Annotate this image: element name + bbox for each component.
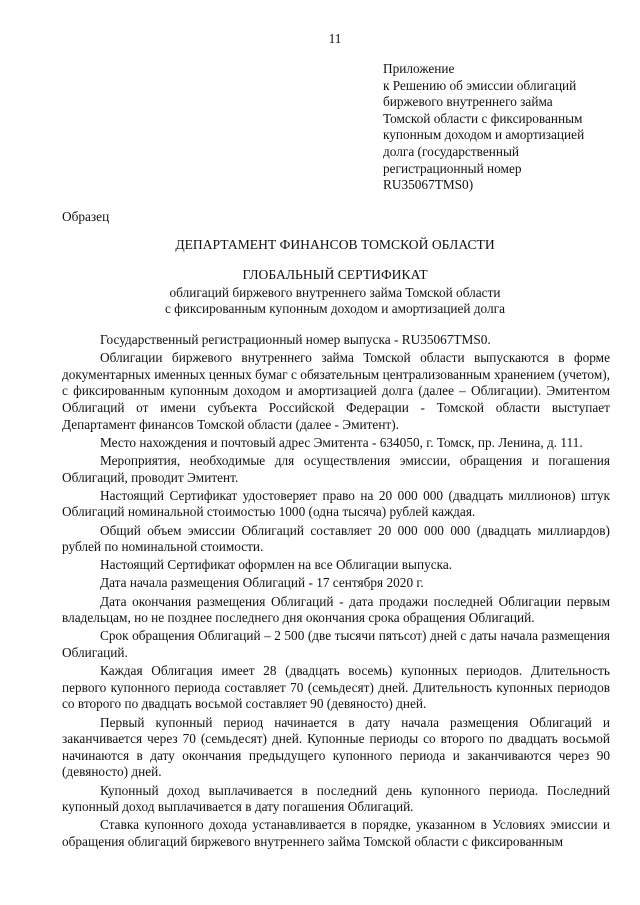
certificate-title-block bbox=[0, 267, 640, 318]
certificate-title: ГЛОБАЛЬНЫЙ СЕРТИФИКАТ bbox=[242, 267, 428, 282]
body-paragraph: Настоящий Сертификат удостоверяет право на 20 000 000 (двадцать миллионов) штук Облигаций номинальной стоимостью 1000 (одна тысяча) рублей каждая. bbox=[62, 487, 610, 520]
body-paragraph: Настоящий Сертификат оформлен на все Облигации выпуска. bbox=[100, 557, 453, 573]
body-paragraph: Общий объем эмиссии Облигаций составляет 20 000 000 000 (двадцать миллиардов) рублей по номинальной стоимости. bbox=[62, 522, 610, 555]
certificate-subtitle-line: с фиксированным купонным доходом и амортизацией долга bbox=[164, 301, 506, 317]
body-paragraph: Первый купонный период начинается в дату начала размещения Облигаций и заканчивается через 70 (семьдесят) дней. Купонные периоды со второго по двадцать восьмой начинаются в дату окончания предыдущего купонного периода и заканчиваются через 90 (девяносто) дней. bbox=[62, 714, 610, 780]
appendix-line: к Решению об эмиссии облигаций bbox=[383, 77, 577, 93]
body-paragraph: Срок обращения Облигаций – 2 500 (две тысячи пятьсот) дней с даты начала размещения Облигаций. bbox=[62, 628, 610, 661]
body-paragraph: Место нахождения и почтовый адрес Эмитента - 634050, г. Томск, пр. Ленина, д. 111. bbox=[100, 434, 583, 450]
body-paragraph: Государственный регистрационный номер выпуска - RU35067TMS0. bbox=[100, 332, 491, 347]
body-paragraph: Дата начала размещения Облигаций - 17 сентября 2020 г. bbox=[100, 575, 424, 591]
body-paragraph: Облигации биржевого внутреннего займа Томской области выпускаются в форме документарных именных ценных бумаг с обязательным централизованным хранением (учетом), с фиксированным купонным доходом и амортизацией долга (далее – Облигации). Эмитентом Облигаций от имени субъекта Российской Федерации - Томской области выступает Департамент финансов Томской области (далее - Эмитент). bbox=[62, 350, 610, 432]
appendix-line: Приложение bbox=[383, 61, 455, 76]
body-paragraph: Каждая Облигация имеет 28 (двадцать восемь) купонных периодов. Длительность первого купонного периода составляет 70 (семьдесят) дней. Длительность купонных периодов со второго по двадцать восьмой составляет 90 (девяносто) дней. bbox=[62, 663, 610, 712]
body-paragraph: Купонный доход выплачивается в последний день купонного периода. Последний купонный доход выплачивается в дату погашения Облигаций. bbox=[62, 782, 610, 815]
appendix-line: купонным доходом и амортизацией bbox=[383, 127, 585, 143]
page-number: 11 bbox=[328, 31, 342, 46]
appendix-line: долга (государственный bbox=[383, 143, 520, 159]
department-heading: ДЕПАРТАМЕНТ ФИНАНСОВ ТОМСКОЙ ОБЛАСТИ bbox=[175, 237, 495, 252]
body-paragraph: Ставка купонного дохода устанавливается в порядке, указанном в Условиях эмиссии и обращения облигаций биржевого внутреннего займа Томской области с фиксированным bbox=[62, 817, 610, 849]
sample-label: Образец bbox=[62, 209, 110, 224]
appendix-note bbox=[383, 61, 623, 194]
body-paragraph: Мероприятия, необходимые для осуществления эмиссии, обращения и погашения Облигаций, проводит Эмитент. bbox=[62, 452, 610, 485]
body-paragraph: Дата окончания размещения Облигаций - дата продажи последней Облигации первым владельцам, но не позднее последнего дня окончания срока обращения Облигаций. bbox=[62, 593, 610, 626]
appendix-line: биржевого внутреннего займа bbox=[383, 94, 553, 110]
certificate-body bbox=[62, 332, 610, 852]
certificate-subtitle-line: облигаций биржевого внутреннего займа Томской области bbox=[169, 284, 501, 300]
appendix-line: RU35067TMS0) bbox=[383, 177, 474, 193]
appendix-line: регистрационный номер bbox=[383, 160, 522, 176]
appendix-line: Томской области с фиксированным bbox=[383, 110, 583, 126]
